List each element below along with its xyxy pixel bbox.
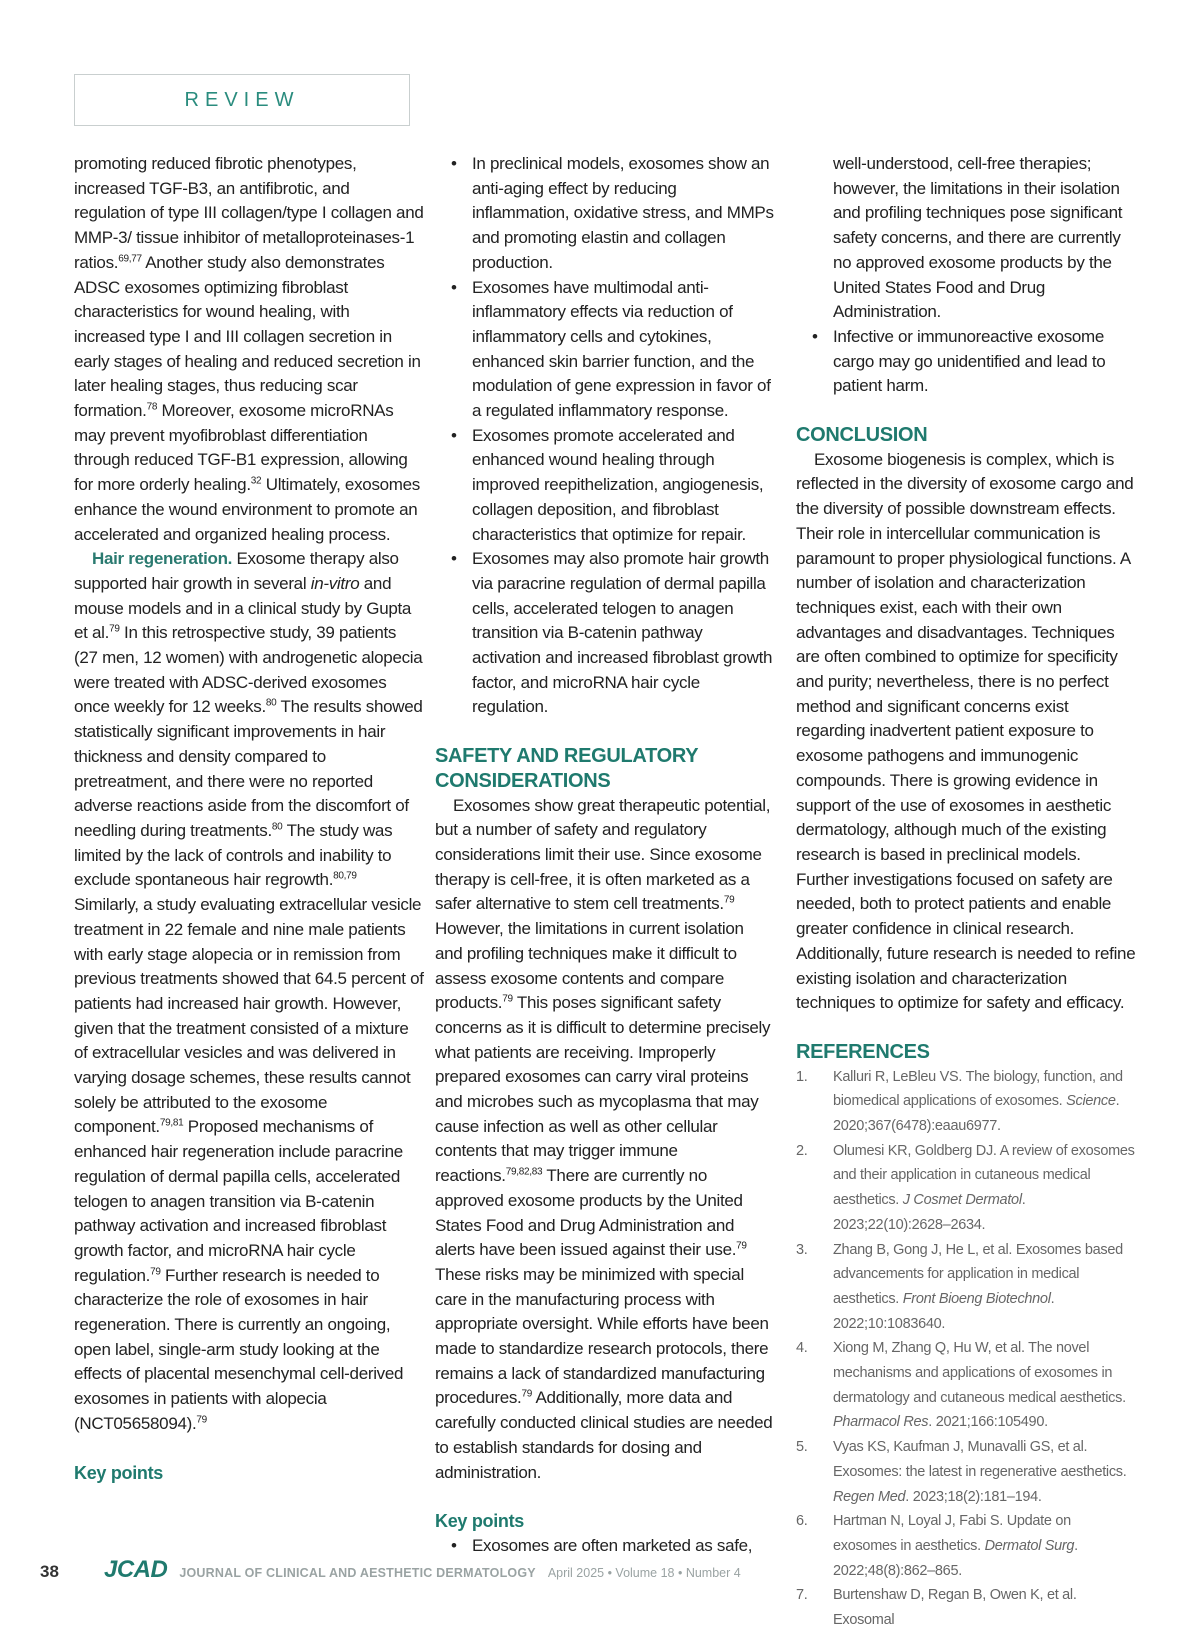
- text-run: The study was limited by the lack of controls and inability to exclude spontaneous hair regrowth.: [74, 820, 393, 890]
- key-points-list-continued: [796, 152, 1136, 399]
- citation: 80,79: [333, 870, 357, 882]
- reference-number: 2.: [796, 1142, 808, 1159]
- reference-number: 6.: [796, 1513, 808, 1530]
- citation: 32: [250, 475, 262, 487]
- reference-item: [796, 1065, 1136, 1139]
- paragraph-hair-regeneration: [74, 547, 424, 1436]
- list-item: [796, 325, 1136, 399]
- text-run: Additionally, more data and carefully conducted clinical studies are needed to establish standards for dosing and administration.: [435, 1388, 773, 1482]
- reference-item: [796, 1583, 1136, 1632]
- bullet-icon: •: [451, 1535, 457, 1555]
- citation: 79: [502, 993, 513, 1005]
- reference-citation: . 2021;166:105490.: [928, 1414, 1048, 1431]
- run-in-heading: Hair regeneration.: [92, 549, 233, 569]
- bullet-icon: •: [451, 549, 457, 569]
- key-points-heading: Key points: [435, 1511, 525, 1532]
- list-item-text: In preclinical models, exosomes show an anti-aging effect by reducing inflammation, oxidative stress, and MMPs and promoting elastin and collagen production.: [472, 154, 774, 272]
- reference-citation: . 2022;48(8):862–865.: [833, 1537, 1078, 1579]
- reference-number: 5.: [796, 1439, 808, 1456]
- citation: 69,77: [118, 253, 142, 265]
- paragraph-safety: [435, 794, 775, 1486]
- list-item-text: Exosomes have multimodal anti-inflammatory effects via reduction of inflammatory cells and cytokines, enhanced skin barrier function, and the modulation of gene expression in favor of a regulated inflammatory response.: [472, 277, 771, 421]
- conclusion-heading: CONCLUSION: [796, 424, 928, 447]
- text-run: Moreover, exosome microRNAs may prevent myofibroblast differentiation through reduced TGF-B1 expression, allowing for more orderly healing.: [74, 401, 408, 495]
- column-left: [74, 152, 424, 1485]
- reference-item: [796, 1509, 1136, 1583]
- reference-text: Burtenshaw D, Regan B, Owen K, et al. Exosomal: [833, 1587, 1077, 1629]
- safety-heading: SAFETY AND REGULATORY CONSIDERATIONS: [435, 745, 698, 792]
- list-item: [435, 276, 775, 424]
- text-run: Further research is needed to characterize the role of exosomes in hair regeneration. There is currently an ongoing, open label, single-arm study looking at the effects of placental mesenchymal cell-derived exosomes in patients with alopecia (NCT05658094).: [74, 1265, 404, 1433]
- list-item: [796, 152, 1136, 325]
- issue-info: April 2025 • Volume 18 • Number 4: [547, 1566, 741, 1580]
- text-run: Exosome therapy also supported hair growth in several: [74, 549, 399, 593]
- citation: 80: [265, 697, 277, 709]
- paragraph-conclusion: Exosome biogenesis is complex, which is reflected in the diversity of exosome cargo and the diversity of possible downstream effects. Their role in intercellular communication is paramount to proper physiological functions. A number of isolation and characterization techniques exist, each with their own advantages and disadvantages. Techniques are often combined to optimize for specificity and purity; nevertheless, there is no perfect method and significant concerns exist regarding inadvertent patient exposure to exosome pathogens and immunogenic compounds. There is growing evidence in support of the use of exosomes in aesthetic dermatology, although much of the existing research is based in preclinical models. Further investigations focused on safety are needed, both to protect patients and enable greater confidence in clinical research. Additionally, future research is needed to refine existing isolation and characterization techniques to optimize for safety and efficacy.: [796, 449, 1136, 1013]
- bullet-icon: •: [812, 326, 818, 346]
- list-item-text: Exosomes may also promote hair growth via paracrine regulation of dermal papilla cells, accelerated telogen to anagen transition via B-catenin pathway activation and increased fibroblast growth factor, and microRNA hair cycle regulation.: [472, 549, 773, 717]
- text-run: These risks may be minimized with special care in the manufacturing process with appropriate oversight. While efforts have been made to standardize research protocols, there remains a lack of standardized manufacturing procedures.: [435, 1264, 769, 1408]
- citation: 79: [150, 1265, 161, 1277]
- citation: 79,82,83: [505, 1166, 543, 1178]
- section-label-box: [74, 74, 410, 126]
- reference-journal: Pharmacol Res: [833, 1414, 929, 1431]
- key-points-list: [435, 152, 775, 720]
- text-run: Exosomes show great therapeutic potential, but a number of safety and regulatory considerations limit their use. Since exosome therapy is cell-free, it is often marketed as a safer alternative to stem cell treatments.: [435, 795, 771, 914]
- reference-number: 7.: [796, 1587, 808, 1604]
- reference-journal: Dermatol Surg: [984, 1537, 1075, 1554]
- list-item-text: well-understood, cell-free therapies; however, the limitations in their isolation and profiling techniques pose significant safety concerns, and there are currently no approved exosome products by the United States Food and Drug Administration.: [833, 154, 1123, 322]
- text-run: Ultimately, exosomes enhance the wound environment to promote an accelerated and organized healing process.: [74, 475, 421, 544]
- text-run: In this retrospective study, 39 patients (27 men, 12 women) with androgenetic alopecia were treated with ADSC-derived exosomes once weekly for 12 weeks.: [74, 623, 423, 717]
- bullet-icon: •: [451, 154, 457, 173]
- reference-number: 4.: [796, 1340, 808, 1357]
- reference-citation: . 2023;18(2):181–194.: [905, 1488, 1042, 1505]
- citation: 79,81: [159, 1117, 184, 1129]
- citation: 78: [146, 401, 158, 413]
- list-item-text: Exosomes are often marketed as safe,: [472, 1535, 753, 1555]
- text-run: promoting reduced fibrotic phenotypes, increased TGF-B3, an antifibrotic, and regulation of type III collagen/type I collagen and MMP-3/ tissue inhibitor of metalloproteinases-1 ratios.: [74, 154, 424, 272]
- text-run: Similarly, a study evaluating extracellular vesicle treatment in 22 female and nine male patients with early stage alopecia or in remission from previous treatments showed that 64.5 percent of patients had increased hair growth. However, given that the treatment consisted of a mixture of extracellular vesicles and was delivered in varying dosage schemes, these results cannot solely be attributed to the exosome component.: [74, 895, 424, 1137]
- reference-item: [796, 1435, 1136, 1509]
- citation: 79: [109, 623, 120, 635]
- reference-citation: . 2022;10:1083640.: [833, 1290, 1055, 1332]
- reference-journal: J Cosmet Dermatol: [902, 1192, 1022, 1209]
- citation: 79: [196, 1414, 207, 1426]
- journal-name: JOURNAL OF CLINICAL AND AESTHETIC DERMATOLOGY: [179, 1566, 536, 1580]
- bullet-icon: •: [451, 277, 457, 297]
- column-right: [796, 152, 1136, 1633]
- list-item: [435, 152, 775, 276]
- text-run: Proposed mechanisms of enhanced hair regeneration include paracrine regulation of dermal papilla cells, accelerated telogen to anagen transition via B-catenin pathway activation and increased fibroblast growth factor, and microRNA hair cycle regulation.: [74, 1117, 403, 1285]
- list-item-text: Exosomes promote accelerated and enhanced wound healing through improved reepithelization, angiogenesis, collagen deposition, and fibroblast characteristics that optimize for repair.: [472, 425, 764, 544]
- column-middle: [435, 152, 775, 1559]
- page-number: 38: [40, 1562, 59, 1581]
- section-label: REVIEW: [184, 88, 300, 111]
- reference-text: Hartman N, Loyal J, Fabi S. Update on exosomes in aesthetics.: [833, 1513, 1071, 1554]
- reference-journal: Regen Med: [833, 1488, 906, 1505]
- reference-number: 1.: [796, 1068, 808, 1085]
- text-run: However, the limitations in current isolation and profiling techniques make it difficult to assess exosome contents and compare products.: [435, 919, 744, 1013]
- list-item: [435, 547, 775, 720]
- references-list: [796, 1065, 1136, 1633]
- reference-number: 3.: [796, 1241, 808, 1258]
- list-item: [435, 1534, 775, 1559]
- reference-text: Olumesi KR, Goldberg DJ. A review of exosomes and their application in cutaneous medical aesthetics.: [833, 1142, 1135, 1209]
- reference-citation: . 2023;22(10):2628–2634.: [833, 1192, 1026, 1233]
- reference-item: [796, 1336, 1136, 1435]
- citation: 79: [521, 1388, 533, 1400]
- references-heading: REFERENCES: [796, 1040, 930, 1063]
- text-run: Another study also demonstrates ADSC exosomes optimizing fibroblast characteristics for wound healing, with increased type I and III collagen secretion in early stages of healing and reduced secretion in later healing stages, thus reducing scar formation.: [74, 252, 421, 421]
- page-footer: [40, 1556, 741, 1586]
- citation: 80: [271, 821, 283, 833]
- list-item: [435, 424, 775, 548]
- text-run: and mouse models and in a clinical study by Gupta et al.: [74, 573, 412, 643]
- key-points-heading: Key points: [74, 1462, 164, 1483]
- reference-text: Vyas KS, Kaufman J, Munavalli GS, et al. Exosomes: the latest in regenerative aesthetics.: [833, 1439, 1127, 1480]
- reference-item: [796, 1238, 1136, 1337]
- reference-journal: Science: [1066, 1093, 1116, 1110]
- reference-text: Kalluri R, LeBleu VS. The biology, function, and biomedical applications of exosomes.: [833, 1068, 1123, 1110]
- reference-journal: Front Bioeng Biotechnol: [902, 1290, 1051, 1307]
- text-run: There are currently no approved exosome products by the United States Food and Drug Administration and alerts have been issued against their use.: [435, 1166, 743, 1260]
- journal-logo: JCAD: [104, 1556, 168, 1583]
- text-run: This poses significant safety concerns as it is difficult to determine precisely what patients are receiving. Improperly prepared exosomes can carry viral proteins and microbes such as mycoplasma that may cause infection as well as other cellular contents that may trigger immune reactions.: [435, 993, 771, 1186]
- citation: 79: [723, 894, 735, 906]
- citation: 79: [736, 1240, 747, 1252]
- key-points-list: [435, 1534, 775, 1559]
- list-item-text: Infective or immunoreactive exosome cargo may go unidentified and lead to patient harm.: [833, 326, 1106, 396]
- text-run-italic: in-vitro: [310, 573, 360, 593]
- text-run: The results showed statistically significant improvements in hair thickness and density compared to pretreatment, and there were no reported adverse reactions aside from the discomfort of needling during treatments.: [74, 697, 423, 840]
- reference-text: Xiong M, Zhang Q, Hu W, et al. The novel mechanisms and applications of exosomes in dermatology and cutaneous medical aesthetics.: [833, 1340, 1126, 1406]
- paragraph-wound-healing: [74, 152, 424, 547]
- reference-item: [796, 1139, 1136, 1238]
- bullet-icon: •: [451, 425, 457, 445]
- reference-citation: . 2020;367(6478):eaau6977.: [833, 1093, 1120, 1135]
- reference-text: Zhang B, Gong J, He L, et al. Exosomes based advancements for application in medical aesthetics.: [833, 1241, 1123, 1307]
